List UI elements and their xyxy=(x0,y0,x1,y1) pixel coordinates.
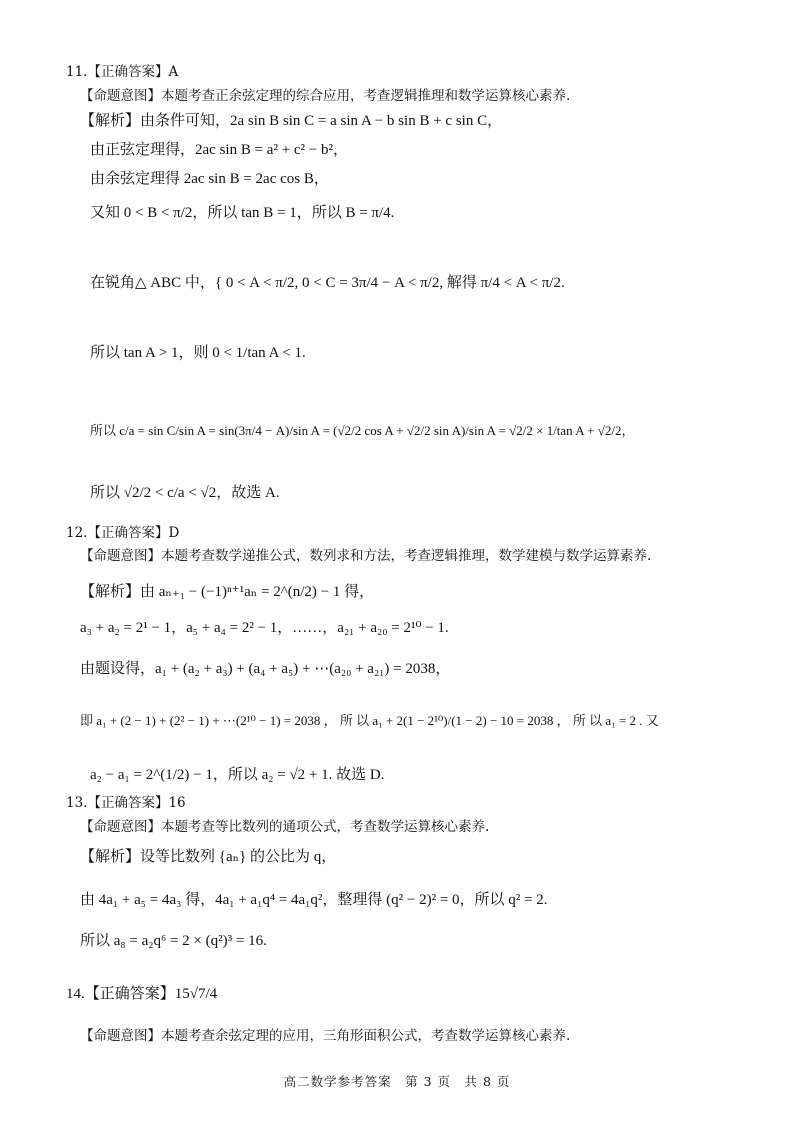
q13-step-2: 所以 a₈ = a₂q⁶ = 2 × (q²)³ = 16. xyxy=(80,933,267,949)
q14-answer: 14.【正确答案】15√7/4 xyxy=(66,986,218,1002)
q11-step-3: 又知 0 < B < π/2，所以 tan B = 1，所以 B = π/4. xyxy=(90,205,395,221)
q14-intent: 【命题意图】本题考查余弦定理的应用，三角形面积公式，考查数学运算核心素养. xyxy=(80,1028,571,1044)
q13-step-1: 由 4a₁ + a₅ = 4a₃ 得，4a₁ + a₁q⁴ = 4a₁q²，整理得 (q² − 2)² = 0，所以 q² = 2. xyxy=(80,892,548,908)
q11-step-7: 所以 √2/2 < c/a < √2，故选 A. xyxy=(90,485,280,501)
q11-step-1: 由正弦定理得，2ac sin B = a² + c² − b²， xyxy=(90,142,349,158)
q11-step-5: 所以 tan A > 1，则 0 < 1/tan A < 1. xyxy=(90,345,306,361)
q12-step-1: a₃ + a₂ = 2¹ − 1，a₅ + a₄ = 2² − 1，……，a₂₁ + a₂₀ = 2¹⁰ − 1. xyxy=(80,620,449,636)
q11-answer: 11.【正确答案】A xyxy=(66,64,179,80)
q11-analysis: 【解析】由条件可知，2a sin B sin C = a sin A − b sin B + c sin C， xyxy=(80,113,503,129)
q11-step-6: 所以 c/a = sin C/sin A = sin(3π/4 − A)/sin A = (√2/2 cos A + √2/2 sin A)/sin A = √2/2 × 1/tan A + √2/2， xyxy=(90,423,635,438)
q11-step-4: 在锐角△ ABC 中，{ 0 < A < π/2, 0 < C = 3π/4 − A < π/2, 解得 π/4 < A < π/2. xyxy=(90,275,565,291)
q13-answer: 13.【正确答案】16 xyxy=(66,795,186,811)
q12-intent: 【命题意图】本题考查数学递推公式，数列求和方法，考查逻辑推理，数学建模与数学运算素养. xyxy=(80,548,652,564)
q11-step-2: 由余弦定理得 2ac sin B = 2ac cos B， xyxy=(90,171,329,187)
q13-analysis: 【解析】设等比数列 {aₙ} 的公比为 q， xyxy=(80,849,337,865)
q11-intent: 【命题意图】本题考查正余弦定理的综合应用，考查逻辑推理和数学运算核心素养. xyxy=(80,88,571,104)
q13-intent: 【命题意图】本题考查等比数列的通项公式，考查数学运算核心素养. xyxy=(80,819,490,835)
q12-step-2: 由题设得，a₁ + (a₂ + a₃) + (a₄ + a₅) + ⋯(a₂₀ + a₂₁) = 2038， xyxy=(80,661,451,677)
q12-step-3: 即 a₁ + (2 − 1) + (2² − 1) + ⋯(2¹⁰ − 1) = 2038 ， 所 以 a₁ + 2(1 − 2¹⁰)/(1 − 2) − 10 = 2038 ， 所 以 a₁ = 2 . 又 xyxy=(80,713,659,728)
page-footer: 高二数学参考答案 第 3 页 共 8 页 xyxy=(283,1074,511,1089)
q12-analysis: 【解析】由 aₙ₊₁ − (−1)ⁿ⁺¹aₙ = 2^(n/2) − 1 得， xyxy=(80,584,375,600)
q12-step-4: a₂ − a₁ = 2^(1/2) − 1，所以 a₂ = √2 + 1. 故选 D. xyxy=(90,767,385,783)
q12-answer: 12.【正确答案】D xyxy=(66,525,180,541)
